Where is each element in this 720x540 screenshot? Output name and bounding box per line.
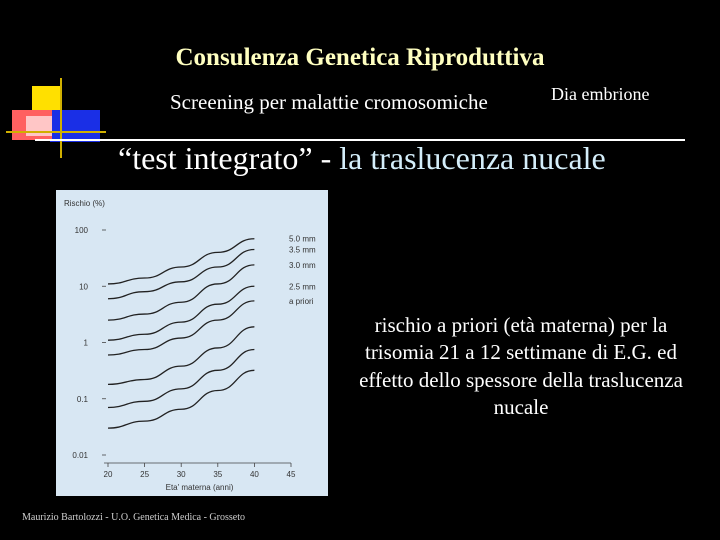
risk-chart-svg [56, 190, 328, 496]
series-label-0: 5.0 mm [289, 234, 316, 244]
headline-part1: “test integrato” - [118, 140, 340, 176]
slide-title: Consulenza Genetica Riproduttiva [175, 44, 545, 71]
y-axis-label: Rischio (%) [64, 199, 105, 208]
section-label: Dia embrione [551, 84, 650, 104]
x-tick-label-5: 45 [286, 470, 296, 479]
risk-chart [56, 190, 328, 496]
series-line-5 [108, 327, 254, 385]
series-line-7 [108, 370, 254, 428]
y-tick-label-3: 10 [79, 282, 88, 292]
series-line-4 [108, 301, 254, 355]
series-label-2: 3.0 mm [289, 260, 316, 270]
y-tick-label-2: 1 [83, 338, 88, 348]
series-line-1 [108, 250, 254, 299]
footer-credit: Maurizio Bartolozzi - U.O. Genetica Medica - Grosseto [22, 512, 245, 523]
x-tick-label-1: 25 [140, 470, 150, 479]
x-tick-label-4: 40 [249, 470, 259, 479]
series-label-1: 3.5 mm [289, 245, 316, 255]
series-label-3: 2.5 mm [289, 282, 316, 292]
y-tick-label-4: 100 [74, 226, 88, 235]
decorative-logo [6, 76, 106, 160]
x-tick-label-0: 20 [103, 470, 113, 479]
y-tick-label-0: 0.01 [72, 451, 88, 460]
chart-caption: rischio a priori (età materna) per la trisomia 21 a 12 settimane di E.G. ed effetto dello spessore della traslucenza nucale [359, 313, 683, 419]
x-tick-label-2: 30 [176, 470, 186, 479]
x-axis-label: Eta' materna (anni) [165, 483, 234, 492]
headline [118, 140, 606, 177]
slide-subtitle: Screening per malattie cromosomiche [170, 90, 488, 114]
series-line-6 [108, 350, 254, 408]
series-label-4: a priori [289, 296, 314, 306]
y-tick-label-1: 0.1 [76, 394, 88, 404]
headline-part2: la traslucenza nucale [339, 140, 606, 176]
series-line-2 [108, 265, 254, 320]
x-tick-label-3: 35 [213, 470, 223, 479]
